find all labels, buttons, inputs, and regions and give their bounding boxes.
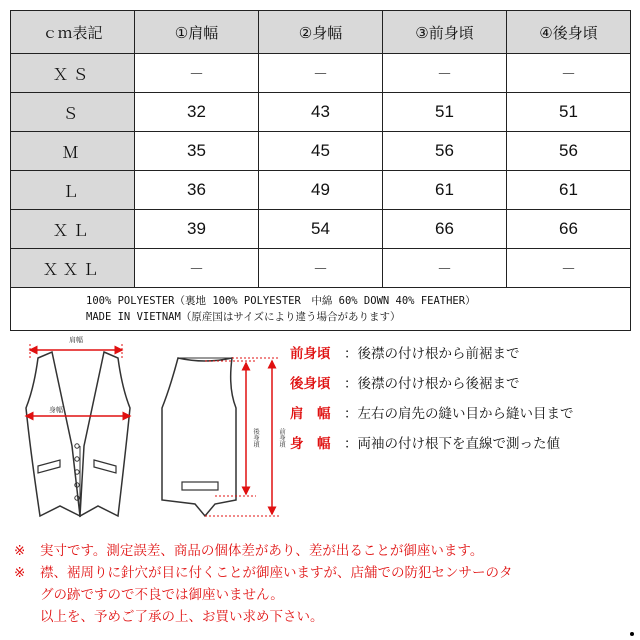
label-back-length: 後身頃	[252, 428, 260, 448]
note-text: 実寸です。測定誤差、商品の個体差があり、差が出ることが御座います。	[40, 543, 484, 559]
legend-desc: 後襟の付け根から後裾まで	[357, 376, 520, 392]
legend-separator: ：	[344, 376, 358, 392]
table-row	[11, 249, 631, 288]
header-shoulder: ①肩幅	[135, 11, 259, 54]
material-info	[11, 288, 631, 331]
note-indent	[14, 584, 40, 606]
vest-front-illustration	[26, 352, 130, 516]
legend-separator: ：	[344, 436, 358, 452]
table-header-row	[11, 11, 631, 54]
legend-key: 身 幅	[290, 436, 331, 452]
label-chest: 身幅	[49, 406, 63, 414]
cell-front: 66	[383, 210, 507, 249]
cell-shoulder: －	[135, 249, 259, 288]
disclaimer-notes	[14, 540, 634, 628]
table-row	[11, 210, 631, 249]
legend-key: 前身頃	[290, 346, 331, 362]
note-text: 以上を、予めご了承の上、お買い求め下さい。	[40, 609, 324, 625]
cell-chest: 49	[259, 171, 383, 210]
cell-chest: 54	[259, 210, 383, 249]
cell-back: －	[507, 54, 631, 93]
size-label: ＸＸＬ	[11, 249, 135, 288]
header-chest: ②身幅	[259, 11, 383, 54]
note-line	[14, 584, 634, 606]
note-line	[14, 606, 634, 628]
size-label: ＸＬ	[11, 210, 135, 249]
header-size: ｃｍ表記	[11, 11, 135, 54]
material-line: 100% POLYESTER（裏地 100% POLYESTER 中綿 60% DOWN 40% FEATHER）	[86, 295, 476, 307]
legend-item	[290, 432, 635, 462]
note-mark: ※	[14, 543, 26, 559]
table-row	[11, 171, 631, 210]
cell-front: －	[383, 249, 507, 288]
corner-dot	[630, 632, 634, 636]
cell-shoulder: 36	[135, 171, 259, 210]
cell-front: 56	[383, 132, 507, 171]
note-line	[14, 540, 634, 562]
legend-separator: ：	[344, 346, 358, 362]
size-label: Ｍ	[11, 132, 135, 171]
note-mark: ※	[14, 565, 26, 581]
measurement-legend	[290, 342, 635, 462]
legend-item	[290, 372, 635, 402]
cell-shoulder: 35	[135, 132, 259, 171]
cell-shoulder: 32	[135, 93, 259, 132]
cell-chest: 43	[259, 93, 383, 132]
note-text: グの跡ですので不良では御座いません。	[40, 587, 284, 603]
legend-separator: ：	[344, 406, 358, 422]
label-shoulder: 肩幅	[69, 336, 83, 344]
cell-back: 66	[507, 210, 631, 249]
cell-back: 61	[507, 171, 631, 210]
size-label: Ｌ	[11, 171, 135, 210]
size-label: Ｓ	[11, 93, 135, 132]
legend-desc: 両袖の付け根下を直線で測った値	[357, 436, 560, 452]
cell-shoulder: 39	[135, 210, 259, 249]
header-back-length: ④後身頃	[507, 11, 631, 54]
size-table	[10, 10, 631, 331]
legend-item	[290, 402, 635, 432]
cell-front: －	[383, 54, 507, 93]
legend-desc: 左右の肩先の縫い目から縫い目まで	[357, 406, 574, 422]
cell-chest: 45	[259, 132, 383, 171]
cell-chest: －	[259, 54, 383, 93]
table-row	[11, 132, 631, 171]
size-label: ＸＳ	[11, 54, 135, 93]
cell-chest: －	[259, 249, 383, 288]
label-front-length: 前身頃	[278, 428, 286, 448]
material-row	[11, 288, 631, 331]
note-line	[14, 562, 634, 584]
cell-back: 56	[507, 132, 631, 171]
cell-back: 51	[507, 93, 631, 132]
legend-desc: 後襟の付け根から前裾まで	[357, 346, 520, 362]
cell-back: －	[507, 249, 631, 288]
legend-item	[290, 342, 635, 372]
origin-line: MADE IN VIETNAM（原産国はサイズにより違う場合があります）	[86, 311, 401, 323]
cell-front: 51	[383, 93, 507, 132]
vest-back-illustration	[162, 358, 236, 516]
table-row	[11, 93, 631, 132]
legend-key: 肩 幅	[290, 406, 331, 422]
note-indent	[14, 606, 40, 628]
cell-front: 61	[383, 171, 507, 210]
legend-key: 後身頃	[290, 376, 331, 392]
header-front-length: ③前身頃	[383, 11, 507, 54]
note-text: 襟、裾周りに針穴が目に付くことが御座いますが、店舗での防犯センサーのタ	[40, 565, 513, 581]
cell-shoulder: －	[135, 54, 259, 93]
table-row	[11, 54, 631, 93]
